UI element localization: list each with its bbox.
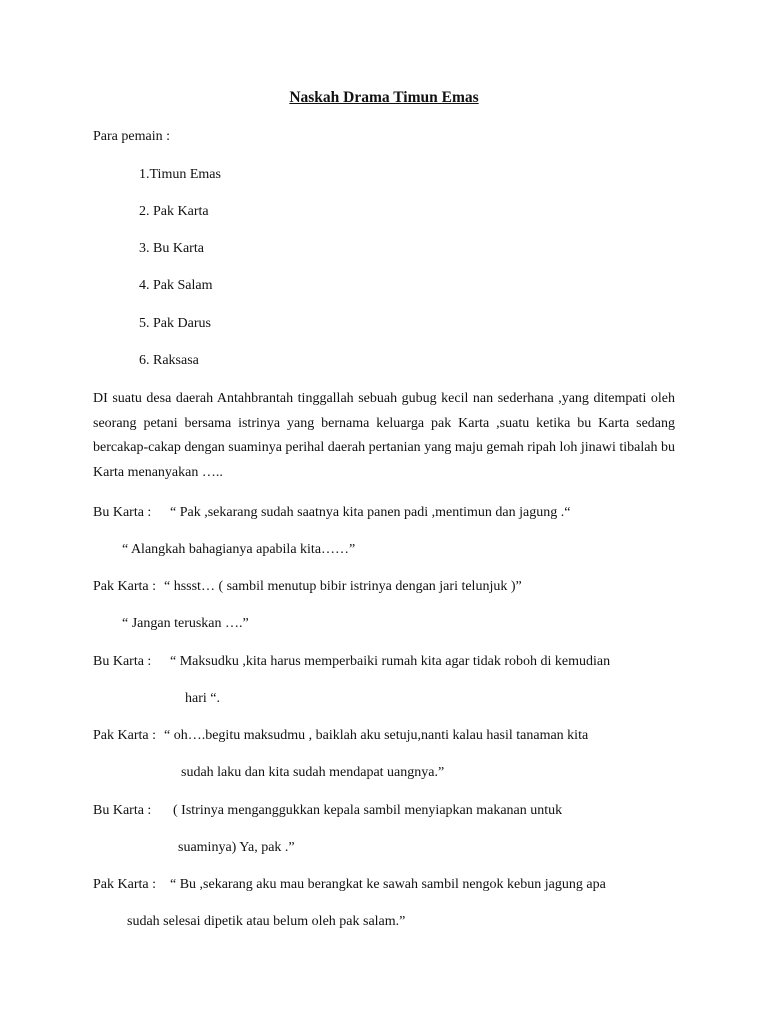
dialogue-speaker: Bu Karta : [93,803,152,818]
dialogue-line: sudah laku dan kita sudah mendapat uangnya.” [181,765,445,780]
dialogue-speaker: Pak Karta : [93,579,156,594]
document-title: Naskah Drama Timun Emas [289,89,479,106]
dialogue-line: “ Pak ,sekarang sudah saatnya kita panen padi ,mentimun dan jagung .“ [170,505,571,520]
dialogue-line: “ Maksudku ,kita harus memperbaiki rumah kita agar tidak roboh di kemudian [170,654,611,669]
dialogue-line: “ Bu ,sekarang aku mau berangkat ke sawah sambil nengok kebun jagung apa [170,877,606,892]
dialogue-speaker: Bu Karta : [93,505,152,520]
dialogue-speaker: Bu Karta : [93,654,152,669]
cast-item: 5. Pak Darus [139,316,211,331]
dialogue-line: hari “. [185,691,220,706]
cast-item: 2. Pak Karta [139,204,209,219]
dialogue-speaker: Pak Karta : [93,877,156,892]
dialogue-line: “ Alangkah bahagianya apabila kita……” [122,542,356,557]
dialogue-line: “ Jangan teruskan ….” [122,616,249,631]
cast-heading: Para pemain : [93,129,170,144]
cast-item: 6. Raksasa [139,353,199,368]
cast-item: 1.Timun Emas [139,167,221,182]
cast-item: 4. Pak Salam [139,278,213,293]
intro-paragraph: DI suatu desa daerah Antahbrantah tinggallah sebuah gubug kecil nan sederhana ,yang ditempati oleh seorang petani bersama istrinya yang bernama keluarga pak Karta ,suatu ketika bu Karta sedang bercakap-cakap dengan suaminya perihal daerah pertanian yang maju gemah ripah loh jinawi tibalah bu Karta menanyakan ….. [93,391,675,480]
dialogue-line: sudah selesai dipetik atau belum oleh pak salam.” [127,914,406,929]
dialogue-line: ( Istrinya menganggukkan kepala sambil menyiapkan makanan untuk [173,803,563,818]
dialogue-line: “ oh….begitu maksudmu , baiklah aku setuju,nanti kalau hasil tanaman kita [164,728,589,743]
dialogue-line: suaminya) Ya, pak .” [178,840,295,855]
dialogue-line: “ hssst… ( sambil menutup bibir istrinya dengan jari telunjuk )” [164,579,522,594]
cast-item: 3. Bu Karta [139,241,204,256]
dialogue-speaker: Pak Karta : [93,728,156,743]
